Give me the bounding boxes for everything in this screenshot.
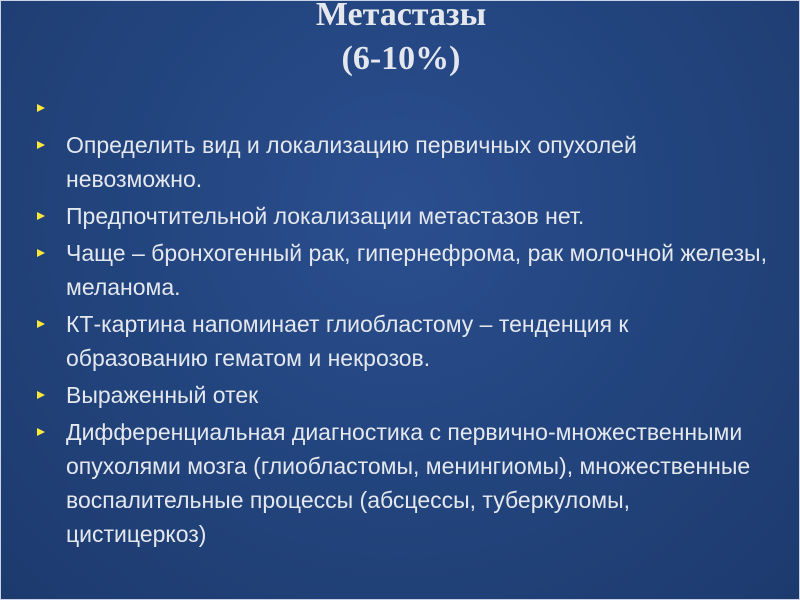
bullet-item [33, 199, 773, 233]
slide-title: Метастазы [315, 0, 487, 33]
triangle-bullet-icon [37, 391, 45, 399]
bullet-item [33, 378, 773, 412]
bullet-text: Дифференциальная диагностика с первично-множественными опухолями мозга (глиобластомы, менингиомы), множественные воспалительные процессы (абсцессы, туберкуломы, цистицеркоз) [66, 419, 751, 547]
triangle-bullet-icon [37, 141, 45, 149]
triangle-bullet-icon [37, 320, 45, 328]
bullet-item [33, 415, 773, 551]
bullet-text: Определить вид и локализацию первичных опухолей невозможно. [66, 132, 637, 192]
bullet-item [33, 91, 773, 125]
triangle-bullet-icon [37, 428, 45, 436]
bullet-item [33, 236, 773, 304]
bullet-item [33, 128, 773, 196]
bullet-text: Предпочтительной локализации метастазов нет. [66, 203, 585, 229]
slide-subtitle: (6-10%) [341, 40, 461, 77]
bullet-list [33, 91, 773, 554]
triangle-bullet-icon [37, 249, 45, 257]
bullet-text: Чаще – бронхогенный рак, гипернефрома, рак молочной железы, меланома. [66, 240, 767, 300]
bullet-text: КТ-картина напоминает глиобластому – тенденция к образованию гематом и некрозов. [66, 311, 629, 371]
bullet-item [33, 307, 773, 375]
triangle-bullet-icon [37, 104, 45, 112]
triangle-bullet-icon [37, 212, 45, 220]
bullet-text: Выраженный отек [66, 382, 259, 408]
slide-title-block [1, 0, 800, 81]
